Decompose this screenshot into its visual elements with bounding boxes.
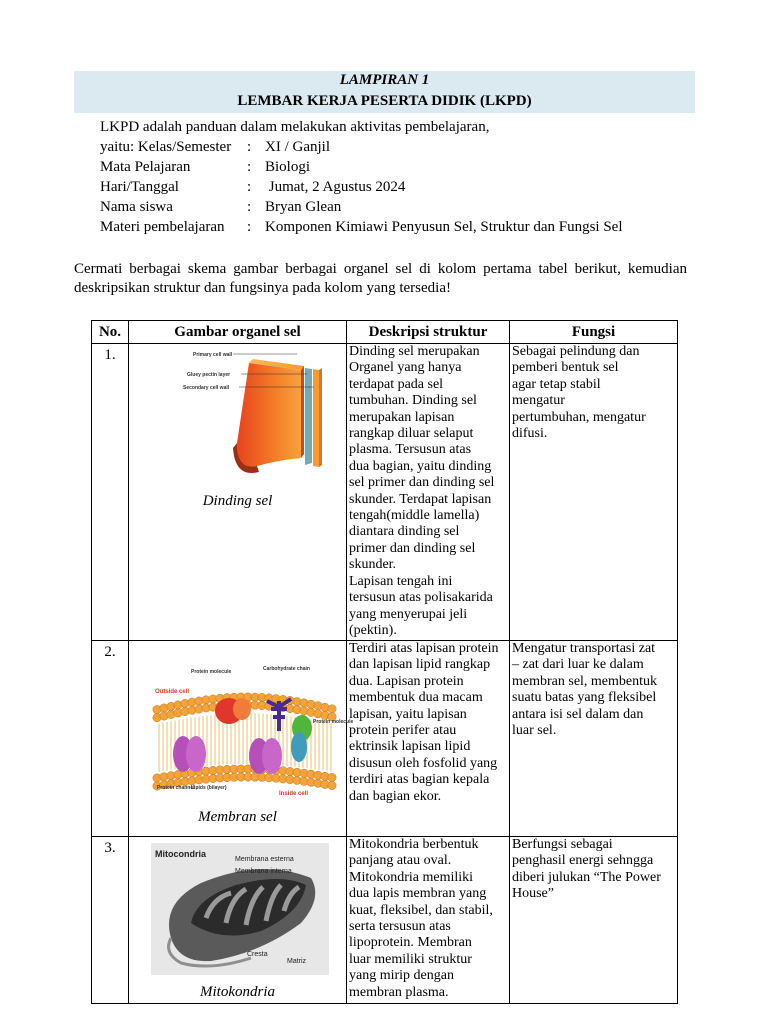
info-label: Materi pembelajaran <box>100 219 225 235</box>
info-label: yaitu: Kelas/Semester <box>100 139 232 155</box>
table-header-row <box>92 321 678 344</box>
fungsi-cell: Sebagai pelindung dan pemberi bentuk sel agar tetap stabil mengatur pertumbuhan, mengatur difusi. <box>510 344 678 641</box>
label-protein-molecule-side: Protein molecule <box>313 719 354 725</box>
cell-membrane-image <box>151 661 354 806</box>
info-label: Hari/Tanggal <box>100 179 179 195</box>
image-cell <box>129 344 347 641</box>
header-no: No. <box>92 321 129 344</box>
label-membrana-interna: Membrana interna <box>235 868 292 875</box>
table-row <box>92 837 678 1004</box>
deskripsi-cell: Mitokondria berbentuk panjang atau oval. Mitokondria memiliki dua lapis membran yang kuat, fleksibel, dan stabil, serta tersusun atas lipoprotein. Membran luar memiliki struktur yang mirip dengan membran plasma. <box>347 837 510 1004</box>
info-colon: : <box>247 199 252 215</box>
organel-table <box>91 320 678 1004</box>
label-pectin-layer: Gluey pectin layer <box>187 372 231 378</box>
label-primary-wall: Primary cell wall <box>193 352 233 358</box>
image-caption: Membran sel <box>198 809 277 825</box>
table-row <box>92 641 678 837</box>
image-cell <box>129 641 354 837</box>
image-caption: Dinding sel <box>202 493 273 509</box>
label-secondary-wall: Secondary cell wall <box>183 385 230 391</box>
header-gambar: Gambar organel sel <box>129 321 347 344</box>
image-caption: Mitokondria <box>200 984 275 1000</box>
label-matriz: Matriz <box>287 958 307 965</box>
info-colon: : <box>247 159 252 175</box>
info-colon: : <box>247 179 252 195</box>
cell-wall-image <box>179 348 329 483</box>
document-title: LEMBAR KERJA PESERTA DIDIK (LKPD) <box>237 93 532 109</box>
deskripsi-cell: Dinding sel merupakan Organel yang hanya terdapat pada sel tumbuhan. Dinding sel merupakan lapisan rangkap diluar selaput plasma. Tersusun atas dua bagian, yaitu dinding sel primer dan dinding sel skunder. Terdapat lapisan tengah(middle lamella) diantara dinding sel primer dan dinding sel skunder. Lapisan tengah ini tersusun atas polisakarida yang menyerupai jeli (pektin). <box>347 344 510 641</box>
lampiran-header <box>74 71 695 113</box>
deskripsi-cell: Terdiri atas lapisan protein dan lapisan lipid rangkap dua. Lapisan protein membentuk dua macam lapisan, yaitu lapisan protein perifer atau ektrinsik lapisan lipid disusun oleh fosfolid yang terdiri atas bagian kepala dan bagian ekor. <box>347 641 510 837</box>
label-cresta: Cresta <box>247 951 268 958</box>
intro-text: LKPD adalah panduan dalam melakukan aktivitas pembelajaran, <box>100 119 490 135</box>
label-outside-cell: Outside cell <box>155 689 190 695</box>
label-protein-channel: Protein channel <box>157 785 195 791</box>
label-membrana-esterna: Membrana esterna <box>235 856 294 863</box>
header-fungsi: Fungsi <box>510 321 678 344</box>
table-row <box>92 344 678 641</box>
info-value: XI / Ganjil <box>265 139 330 155</box>
label-mitocondria: Mitocondria <box>155 849 206 859</box>
info-colon: : <box>247 219 252 235</box>
info-value: Jumat, 2 Agustus 2024 <box>265 179 406 195</box>
info-value: Biologi <box>265 159 311 175</box>
fungsi-cell: Mengatur transportasi zat – zat dari luar ke dalam membran sel, membentuk suatu batas yang fleksibel antara isi sel dalam dan luar sel. <box>510 641 678 837</box>
header-deskripsi: Deskripsi struktur <box>347 321 510 344</box>
label-lipids: Lipids (bilayer) <box>191 785 227 791</box>
row-number: 3. <box>92 837 129 1004</box>
info-label: Nama siswa <box>100 199 173 215</box>
info-value: Komponen Kimiawi Penyusun Sel, Struktur dan Fungsi Sel <box>265 219 623 235</box>
info-label: Mata Pelajaran <box>100 159 191 175</box>
row-number: 1. <box>92 344 129 641</box>
label-protein-molecule-top: Protein molecule <box>191 669 232 675</box>
image-cell <box>129 837 347 1004</box>
row-number: 2. <box>92 641 129 837</box>
label-inside-cell: Inside cell <box>279 791 309 797</box>
mitochondria-image <box>151 843 329 975</box>
label-carbohydrate: Carbohydrate chain <box>263 666 310 672</box>
fungsi-cell: Berfungsi sebagai penghasil energi sehngga diberi julukan “The Power House” <box>510 837 678 1004</box>
info-colon: : <box>247 139 252 155</box>
info-value: Bryan Glean <box>265 199 342 215</box>
lampiran-label: LAMPIRAN 1 <box>339 72 430 88</box>
instruction-text: Cermati berbagai skema gambar berbagai organel sel di kolom pertama tabel berikut, kemudian deskripsikan struktur dan fungsinya pada kolom yang tersedia! <box>74 261 687 296</box>
